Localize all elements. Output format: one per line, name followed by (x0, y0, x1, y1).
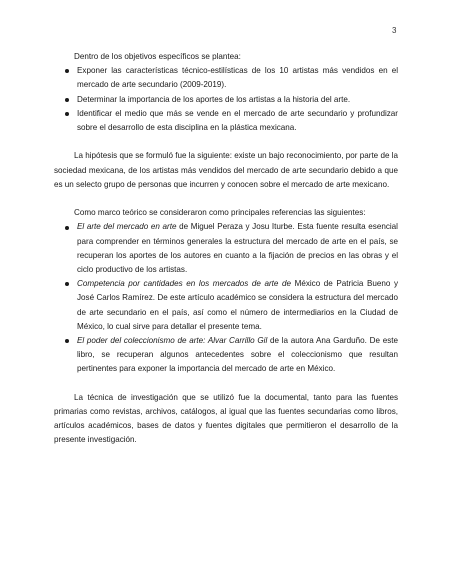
reference-text: de Miguel Peraza y Josu Iturbe. Esta fuente resulta esencial para comprender en términos generales la estructura del mercado de arte en el país, se recuperan los aportes de los autores en cuanto a la fijación de precios en las obras y el ciclo productivo de los artistas. (77, 222, 398, 275)
page-number: 3 (392, 26, 397, 35)
framework-list (54, 220, 398, 376)
reference-text: de la autora Ana Garduño. De este libro, se recuperan algunos antecedentes sobre el coleccionismo que resultan pertinentes para exponer la importancia del mercado de arte en México. (77, 336, 398, 374)
reference-title: El poder del coleccionismo de arte: Alvar Carrillo Gil (77, 336, 268, 346)
objectives-list (54, 64, 398, 135)
reference-item (54, 277, 398, 334)
reference-title: Competencia por cantidades en los mercados de arte de (77, 279, 292, 289)
objective-item: Determinar la importancia de los aportes de los artistas a la historia del arte. (54, 93, 398, 107)
reference-title: El arte del mercado en arte (77, 222, 177, 232)
objective-item: Exponer las características técnico-estilísticas de los 10 artistas más vendidos en el mercado de arte secundario (2009-2019). (54, 64, 398, 92)
hypothesis-paragraph: La hipótesis que se formuló fue la siguiente: existe un bajo reconocimiento, por parte de la sociedad mexicana, de los artistas más vendidos del mercado de arte secundario debido a que es un selecto grupo de personas que incurren y conocen sobre el mercado de arte mexicano. (54, 151, 398, 189)
objective-item: Identificar el medio que más se vende en el mercado de arte secundario y profundizar sobre el desarrollo de esta disciplina en la plástica mexicana. (54, 107, 398, 135)
reference-item (54, 220, 398, 277)
reference-item (54, 334, 398, 377)
objectives-intro: Dentro de los objetivos específicos se plantea: (74, 52, 241, 61)
body-text (54, 50, 398, 462)
methodology-paragraph: La técnica de investigación que se utilizó fue la documental, tanto para las fuentes primarias como revistas, archivos, catálogos, al igual que las fuentes secundarias como libros, artículos académicos, bases de datos y fuentes digitales que permitieron el desarrollo de la presente investigación. (54, 392, 398, 445)
framework-intro: Como marco teórico se consideraron como principales referencias las siguientes: (74, 208, 366, 218)
reference-text: México de Patricia Bueno y José Carlos Ramírez. De este artículo académico se considera la estructura del mercado de arte secundario en el país, así como el número de intermediarios en la Ciudad de México, lo cual sirve para detallar el presente tema. (77, 279, 398, 331)
